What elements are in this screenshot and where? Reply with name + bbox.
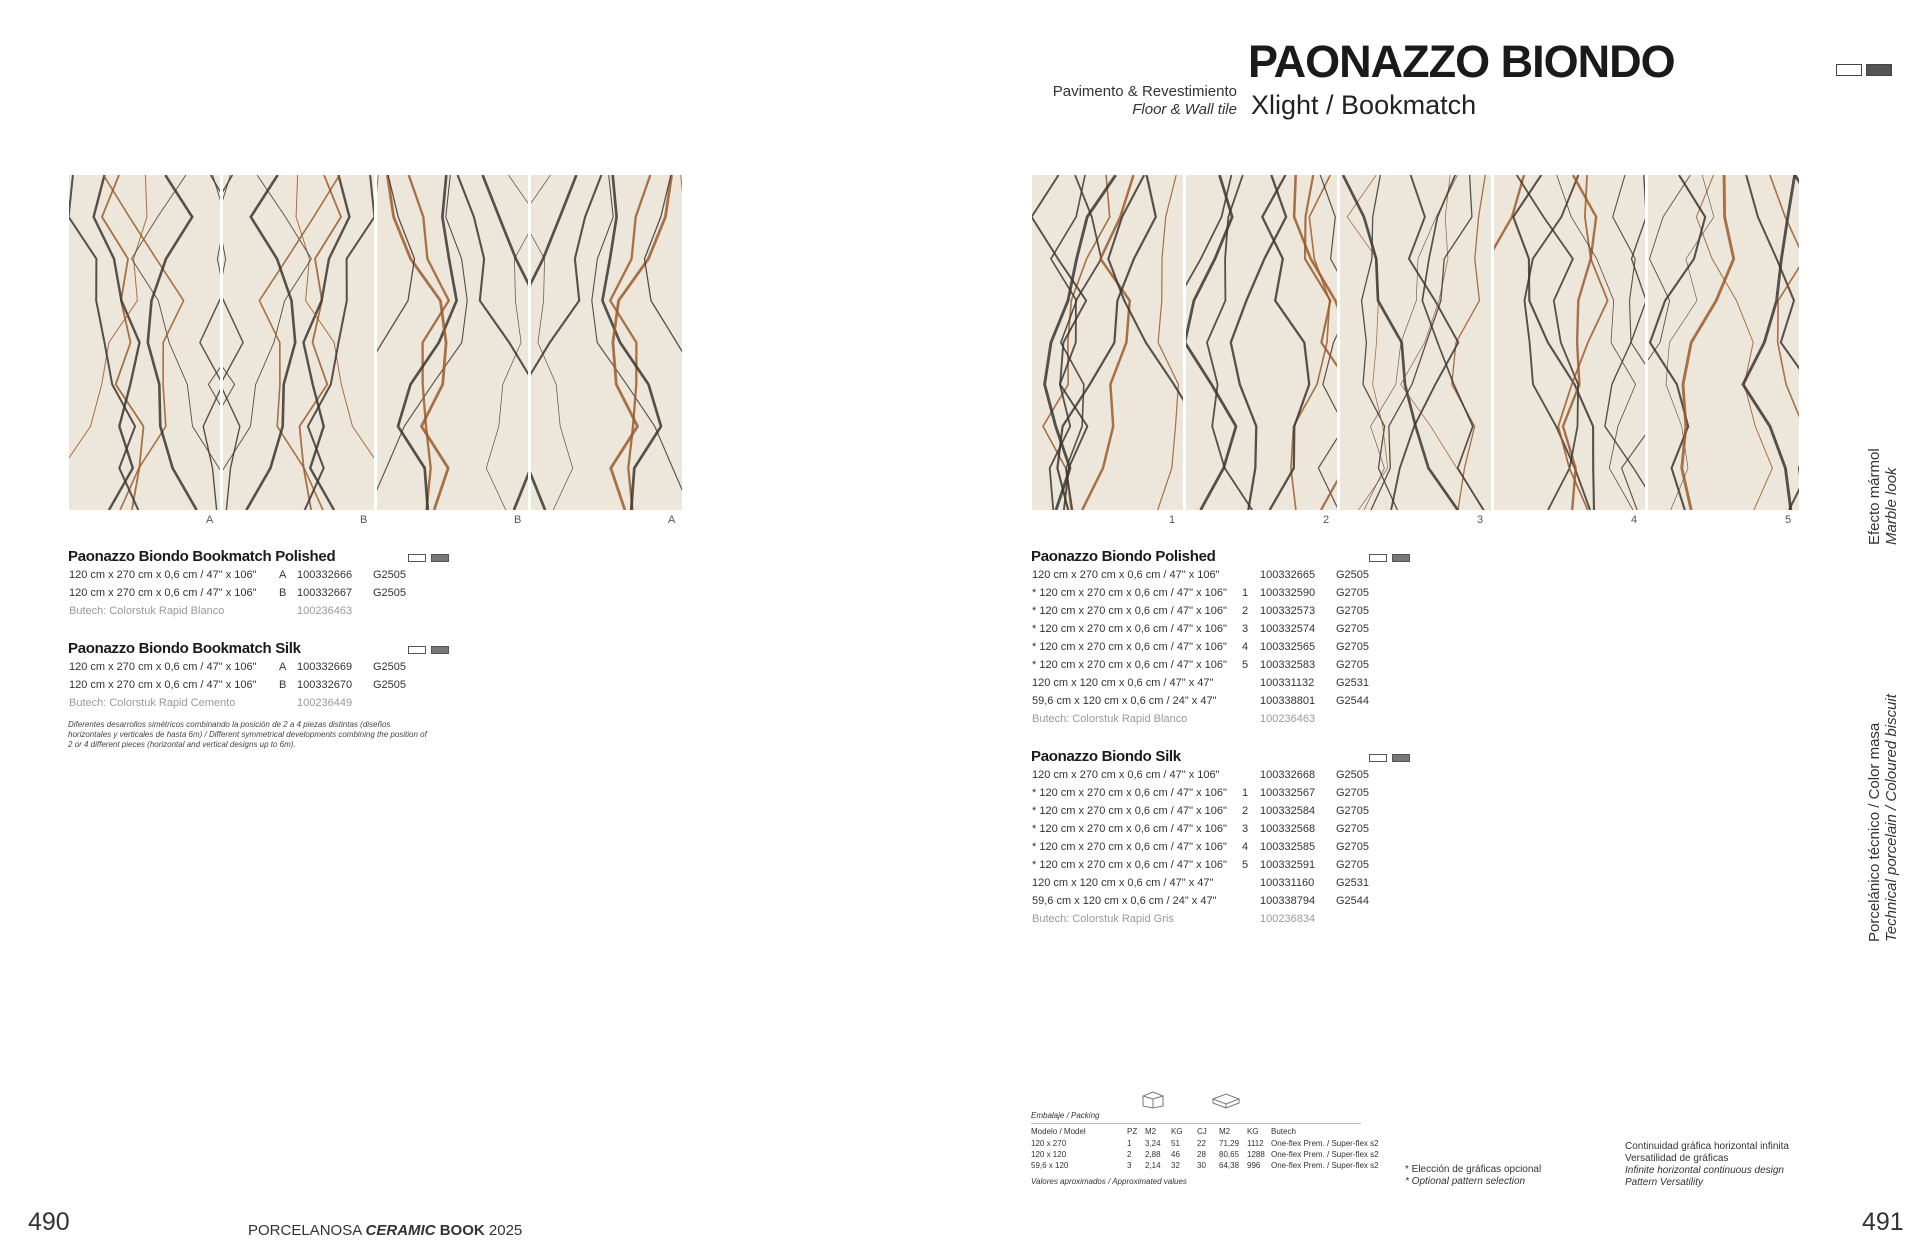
bookmatch-polished-title: Paonazzo Biondo Bookmatch Polished — [68, 548, 336, 565]
cell-size: * 120 cm x 270 cm x 0,6 cm / 47" x 106" — [1032, 587, 1227, 599]
butech-label: Butech: Colorstuk Rapid Gris — [1032, 913, 1174, 925]
cell-size: 120 cm x 120 cm x 0,6 cm / 47" x 47" — [1032, 877, 1214, 889]
cell-ref: G2505 — [1336, 769, 1370, 781]
cell-piece: 2 — [1242, 605, 1249, 617]
cell-size: 59,6 cm x 120 cm x 0,6 cm / 24" x 47" — [1032, 895, 1217, 907]
side-effect-label — [1866, 448, 1900, 545]
page-title: PAONAZZO BIONDO — [1248, 36, 1675, 87]
cell-code: 100332584 — [1260, 805, 1316, 817]
cell-ref: G2705 — [1336, 805, 1370, 817]
xlight-slab-image — [1340, 175, 1491, 510]
wall-icon — [431, 554, 449, 562]
cell-ref: G2705 — [1336, 587, 1370, 599]
packing-cell: 32 — [1171, 1161, 1180, 1170]
cell-ref: G2544 — [1336, 895, 1370, 907]
butech-code: 100236449 — [297, 697, 353, 709]
pattern-footnote-en: * Optional pattern selection — [1405, 1176, 1526, 1187]
packing-cell: 1 — [1127, 1139, 1132, 1148]
book-year: 2025 — [488, 1222, 523, 1239]
cell-ref: G2705 — [1336, 787, 1370, 799]
cell-code: 100332670 — [297, 679, 353, 691]
packing-header-cell: Modelo / Model — [1031, 1127, 1086, 1136]
packing-header-cell: KG — [1247, 1127, 1259, 1136]
xlight-slab-image — [1648, 175, 1799, 510]
packing-cell: 2 — [1127, 1150, 1132, 1159]
packing-cell: 30 — [1197, 1161, 1206, 1170]
floor-tile-icon — [1836, 64, 1862, 76]
cell-code: 100338794 — [1260, 895, 1316, 907]
packing-approx-note: Valores aproximados / Approximated values — [1031, 1177, 1187, 1186]
cell-piece: 5 — [1242, 659, 1249, 671]
cell-code: 100332665 — [1260, 569, 1316, 581]
cell-code: 100331132 — [1260, 677, 1315, 689]
butech-code: 100236463 — [297, 605, 353, 617]
cell-size: 120 cm x 270 cm x 0,6 cm / 47" x 106" — [1032, 769, 1220, 781]
xlight-slab-label: 4 — [1631, 514, 1638, 526]
packing-cell: One-flex Prem. / Super-flex s2 — [1271, 1150, 1379, 1159]
cell-piece: A — [279, 661, 287, 673]
cell-code: 100332590 — [1260, 587, 1316, 599]
cell-piece: A — [279, 569, 287, 581]
cell-piece: 1 — [1242, 787, 1249, 799]
cell-size: * 120 cm x 270 cm x 0,6 cm / 47" x 106" — [1032, 659, 1227, 671]
xlight-slab-label: 5 — [1785, 514, 1792, 526]
polished-icons — [1369, 554, 1410, 562]
cell-piece: B — [279, 587, 287, 599]
cell-ref: G2531 — [1336, 877, 1370, 889]
packing-cell: 120 x 270 — [1031, 1139, 1067, 1148]
cell-ref: G2505 — [373, 569, 407, 581]
packing-header-cell: M2 — [1145, 1127, 1157, 1136]
material-en: Technical porcelain / Coloured biscuit — [1883, 694, 1900, 942]
wall-tile-icon — [1866, 64, 1892, 76]
book-name: CERAMIC — [365, 1222, 436, 1239]
floor-icon — [1369, 754, 1387, 762]
cell-code: 100332567 — [1260, 787, 1316, 799]
cell-size: * 120 cm x 270 cm x 0,6 cm / 47" x 106" — [1032, 805, 1227, 817]
cell-ref: G2705 — [1336, 659, 1370, 671]
cell-size: * 120 cm x 270 cm x 0,6 cm / 47" x 106" — [1032, 787, 1227, 799]
wall-icon — [1392, 554, 1410, 562]
polished-title: Paonazzo Biondo Polished — [1031, 548, 1216, 565]
page-number-left: 490 — [28, 1208, 70, 1236]
bookmatch-slab-image — [223, 175, 374, 510]
cell-piece: 4 — [1242, 641, 1249, 653]
packing-header-cell: M2 — [1219, 1127, 1231, 1136]
cell-ref: G2705 — [1336, 623, 1370, 635]
bookmatch-slab-label: A — [206, 514, 214, 526]
bookmatch-slab-image — [69, 175, 220, 510]
brand-name: PORCELANOSA — [248, 1222, 362, 1239]
packing-cell: 59,6 x 120 — [1031, 1161, 1069, 1170]
xlight-slab-label: 3 — [1477, 514, 1484, 526]
packing-cell: 28 — [1197, 1150, 1206, 1159]
xlight-slab-label: 2 — [1323, 514, 1330, 526]
butech-label: Butech: Colorstuk Rapid Cemento — [69, 697, 236, 709]
packing-header-cell: Butech — [1271, 1127, 1296, 1136]
wall-icon — [431, 646, 449, 654]
box-icon — [1141, 1091, 1165, 1109]
packing-header-cell: PZ — [1127, 1127, 1138, 1136]
cell-piece: 2 — [1242, 805, 1249, 817]
packing-cell: 22 — [1197, 1139, 1206, 1148]
cell-size: 120 cm x 120 cm x 0,6 cm / 47" x 47" — [1032, 677, 1214, 689]
cell-code: 100332666 — [297, 569, 353, 581]
cell-size: 120 cm x 270 cm x 0,6 cm / 47" x 106" — [69, 587, 257, 599]
floor-icon — [1369, 554, 1387, 562]
cell-ref: G2705 — [1336, 823, 1370, 835]
packing-header-cell: KG — [1171, 1127, 1183, 1136]
packing-cell: 1112 — [1247, 1139, 1264, 1148]
cell-ref: G2705 — [1336, 841, 1370, 853]
cell-size: * 120 cm x 270 cm x 0,6 cm / 47" x 106" — [1032, 841, 1227, 853]
cell-size: 120 cm x 270 cm x 0,6 cm / 47" x 106" — [1032, 569, 1220, 581]
packing-cell: 80,65 — [1219, 1150, 1240, 1159]
cell-size: * 120 cm x 270 cm x 0,6 cm / 47" x 106" — [1032, 859, 1227, 871]
cell-code: 100331160 — [1260, 877, 1315, 889]
cell-code: 100332669 — [297, 661, 353, 673]
continuity-line2: Versatilidad de gráficas — [1625, 1153, 1729, 1164]
cell-ref: G2544 — [1336, 695, 1370, 707]
category-english: Floor & Wall tile — [1132, 101, 1237, 118]
packing-cell: One-flex Prem. / Super-flex s2 — [1271, 1161, 1379, 1170]
packing-heading: Embalaje / Packing — [1031, 1111, 1100, 1120]
bookmatch-slab-label: B — [360, 514, 368, 526]
butech-code: 100236834 — [1260, 913, 1316, 925]
cell-ref: G2505 — [1336, 569, 1370, 581]
cell-code: 100332668 — [1260, 769, 1316, 781]
packing-cell: 120 x 120 — [1031, 1150, 1067, 1159]
cell-size: * 120 cm x 270 cm x 0,6 cm / 47" x 106" — [1032, 641, 1227, 653]
book-name-2: BOOK — [439, 1222, 485, 1239]
continuity-line4: Pattern Versatility — [1625, 1177, 1703, 1188]
cell-code: 100332585 — [1260, 841, 1316, 853]
continuity-footnote — [1625, 1141, 1789, 1189]
cell-ref: G2505 — [373, 587, 407, 599]
cell-code: 100332583 — [1260, 659, 1316, 671]
cell-piece: B — [279, 679, 287, 691]
bookmatch-silk-icons — [408, 646, 449, 654]
pattern-footnote-es: * Elección de gráficas opcional — [1405, 1164, 1542, 1175]
packing-cell: 64,38 — [1219, 1161, 1240, 1170]
cell-code: 100332667 — [297, 587, 353, 599]
cell-ref: G2505 — [373, 679, 407, 691]
category-spanish: Pavimento & Revestimiento — [1052, 83, 1237, 100]
bookmatch-silk-title: Paonazzo Biondo Bookmatch Silk — [68, 640, 301, 657]
cell-ref: G2531 — [1336, 677, 1370, 689]
cell-ref: G2705 — [1336, 641, 1370, 653]
packing-cell: 46 — [1171, 1150, 1180, 1159]
pallet-icon — [1211, 1091, 1241, 1109]
packing-cell: 996 — [1247, 1161, 1261, 1170]
effect-es: Efecto mármol — [1866, 448, 1883, 545]
butech-label: Butech: Colorstuk Rapid Blanco — [69, 605, 225, 617]
packing-divider — [1031, 1123, 1361, 1124]
packing-cell: 2,14 — [1145, 1161, 1161, 1170]
packing-cell: 2,88 — [1145, 1150, 1161, 1159]
cell-piece: 1 — [1242, 587, 1249, 599]
cell-size: * 120 cm x 270 cm x 0,6 cm / 47" x 106" — [1032, 605, 1227, 617]
butech-label: Butech: Colorstuk Rapid Blanco — [1032, 713, 1188, 725]
header-format-icons — [1836, 64, 1892, 76]
butech-code: 100236463 — [1260, 713, 1316, 725]
cell-ref: G2705 — [1336, 605, 1370, 617]
effect-en: Marble look — [1883, 467, 1900, 545]
cell-code: 100332573 — [1260, 605, 1316, 617]
cell-code: 100332565 — [1260, 641, 1316, 653]
cell-size: * 120 cm x 270 cm x 0,6 cm / 47" x 106" — [1032, 823, 1227, 835]
packing-cell: One-flex Prem. / Super-flex s2 — [1271, 1139, 1379, 1148]
cell-ref: G2505 — [373, 661, 407, 673]
cell-ref: G2705 — [1336, 859, 1370, 871]
continuity-line3: Infinite horizontal continuous design — [1625, 1165, 1784, 1176]
side-material-label — [1866, 694, 1900, 942]
bookmatch-note: Diferentes desarrollos simétricos combinando la posición de 2 a 4 piezas distintas (diseños horizontales y verticales de hasta 6m) / Different symmetrical developments combining the position of 2 or 4 different pieces (horizontal and vertical designs up to 6m). — [68, 720, 427, 749]
bookmatch-slab-label: B — [514, 514, 522, 526]
xlight-slab-label: 1 — [1169, 514, 1176, 526]
bookmatch-polished-icons — [408, 554, 449, 562]
pattern-footnote — [1405, 1164, 1541, 1188]
xlight-slab-image — [1032, 175, 1183, 510]
cell-size: 120 cm x 270 cm x 0,6 cm / 47" x 106" — [69, 661, 257, 673]
xlight-slab-image — [1186, 175, 1337, 510]
cell-size: 120 cm x 270 cm x 0,6 cm / 47" x 106" — [69, 679, 257, 691]
cell-size: 59,6 cm x 120 cm x 0,6 cm / 24" x 47" — [1032, 695, 1217, 707]
bookmatch-slab-label: A — [668, 514, 676, 526]
material-es: Porcelánico técnico / Color masa — [1866, 722, 1883, 942]
silk-title: Paonazzo Biondo Silk — [1031, 748, 1181, 765]
packing-cell: 1288 — [1247, 1150, 1265, 1159]
xlight-slab-image — [1494, 175, 1645, 510]
bookmatch-slab-image — [531, 175, 682, 510]
packing-header-cell: CJ — [1197, 1127, 1207, 1136]
wall-icon — [1392, 754, 1410, 762]
packing-cell: 3 — [1127, 1161, 1132, 1170]
cell-code: 100332591 — [1260, 859, 1316, 871]
packing-cell: 3,24 — [1145, 1139, 1161, 1148]
page-subtitle: Xlight / Bookmatch — [1251, 90, 1477, 120]
packing-cell: 71,29 — [1219, 1139, 1240, 1148]
silk-icons — [1369, 754, 1410, 762]
cell-code: 100332568 — [1260, 823, 1316, 835]
cell-code: 100332574 — [1260, 623, 1316, 635]
floor-icon — [408, 554, 426, 562]
cell-piece: 3 — [1242, 823, 1249, 835]
cell-piece: 5 — [1242, 859, 1249, 871]
bookmatch-slab-image — [377, 175, 528, 510]
page-number-right: 491 — [1862, 1208, 1904, 1236]
packing-cell: 51 — [1171, 1139, 1180, 1148]
floor-icon — [408, 646, 426, 654]
cell-piece: 4 — [1242, 841, 1249, 853]
cell-size: 120 cm x 270 cm x 0,6 cm / 47" x 106" — [69, 569, 257, 581]
footer-brand — [248, 1222, 522, 1239]
cell-code: 100338801 — [1260, 695, 1316, 707]
cell-size: * 120 cm x 270 cm x 0,6 cm / 47" x 106" — [1032, 623, 1227, 635]
cell-piece: 3 — [1242, 623, 1249, 635]
continuity-line1: Continuidad gráfica horizontal infinita — [1625, 1141, 1789, 1152]
